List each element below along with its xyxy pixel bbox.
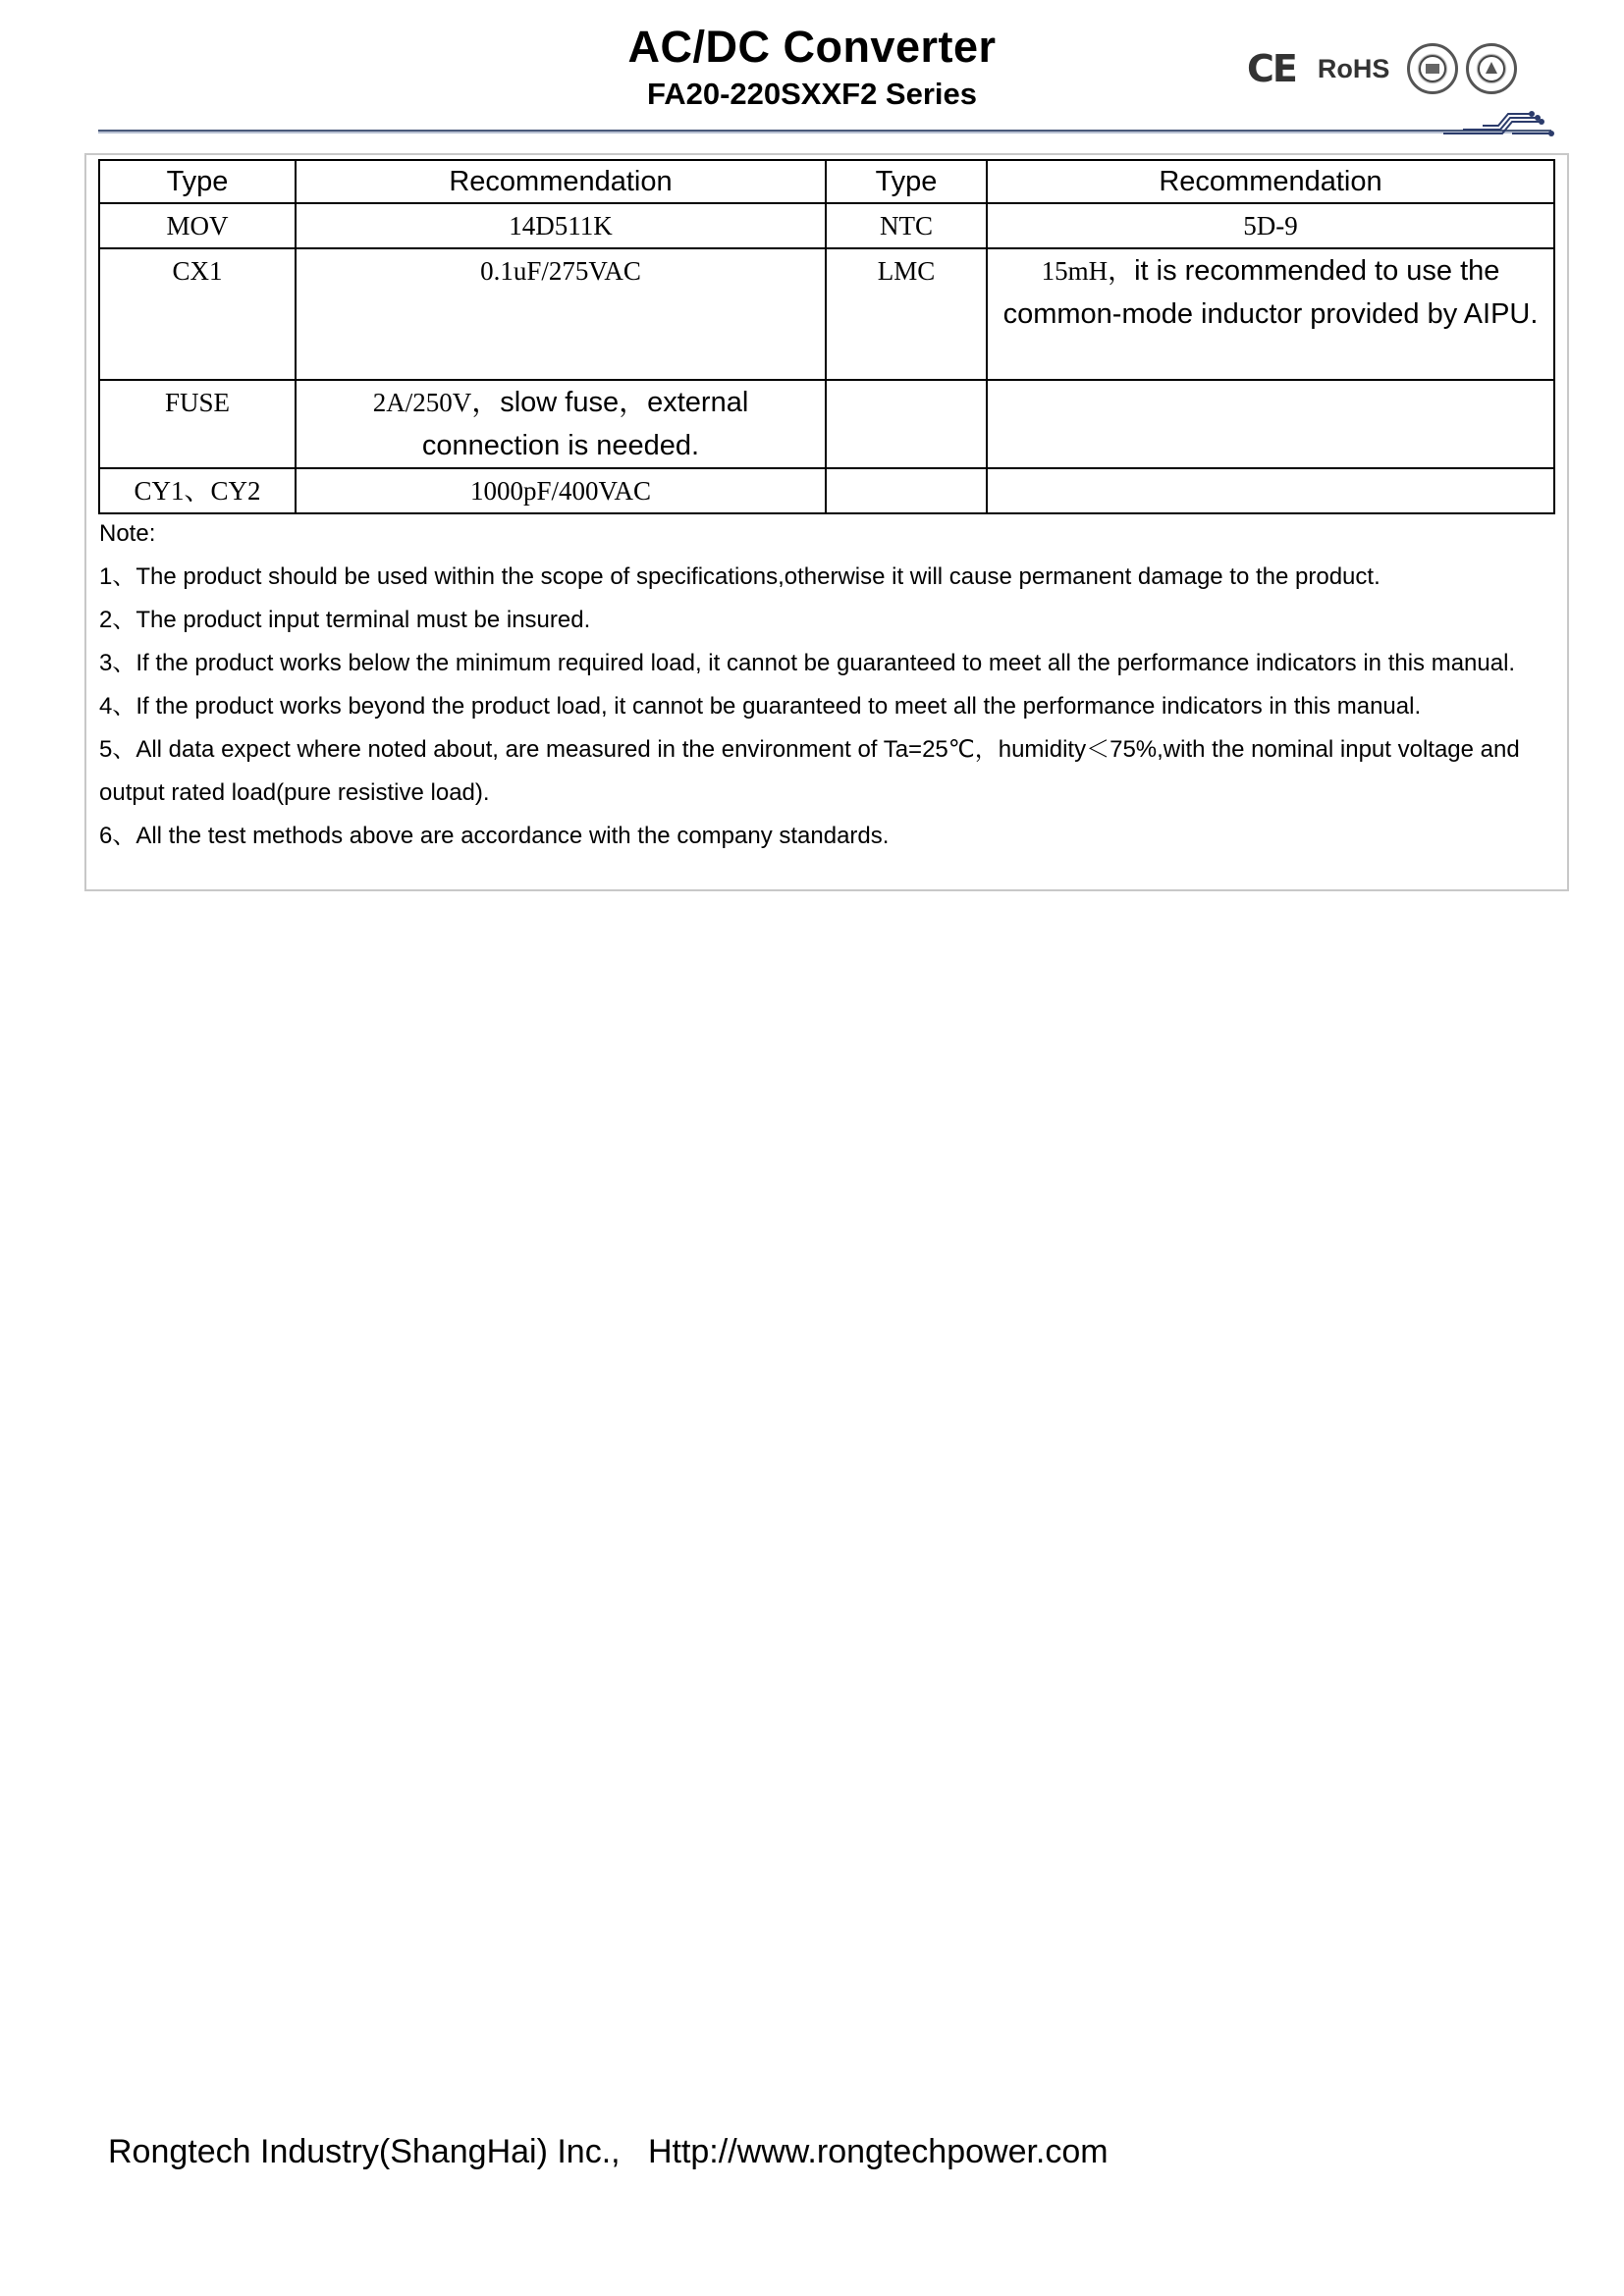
page-title: AC/DC Converter bbox=[627, 22, 997, 72]
cell-type: CY1、CY2 bbox=[99, 468, 296, 513]
cell-empty bbox=[826, 468, 987, 513]
note-item: 4、If the product works beyond the product load, it cannot be guaranteed to meet all the performance indicators in this manual. bbox=[99, 693, 1422, 720]
cell-recommendation bbox=[987, 248, 1554, 380]
table-row bbox=[99, 203, 1554, 248]
notes-heading: Note: bbox=[99, 520, 156, 547]
cell-type: MOV bbox=[99, 203, 296, 248]
rohs-mark-icon: RoHS bbox=[1317, 53, 1390, 83]
cell-type: FUSE bbox=[99, 380, 296, 468]
note-item: 1、The product should be used within the scope of specifications,otherwise it will cause permanent damage to the product. bbox=[99, 563, 1380, 590]
lmc-value: 15mH， bbox=[1041, 256, 1135, 286]
cell-type: NTC bbox=[826, 203, 987, 248]
lmc-text: it is recommended to use the common-mode inductor provided by AIPU. bbox=[1002, 255, 1539, 330]
note-item: 2、The product input terminal must be insured. bbox=[99, 607, 591, 633]
series-subtitle: FA20-220SXXF2 Series bbox=[646, 77, 978, 111]
cell-empty bbox=[987, 468, 1554, 513]
cell-recommendation bbox=[296, 380, 826, 468]
note-item: 3、If the product works below the minimum required load, it cannot be guaranteed to meet all the performance indicators in this manual. bbox=[99, 650, 1516, 676]
note-item: 6、All the test methods above are accordance with the company standards. bbox=[99, 823, 890, 849]
iso9001-badge-icon bbox=[1407, 43, 1458, 94]
cell-type: CX1 bbox=[99, 248, 296, 380]
footer-url-link[interactable]: Http://www.rongtechpower.com bbox=[647, 2133, 1109, 2170]
cell-recommendation: 0.1uF/275VAC bbox=[296, 248, 826, 380]
header-type: Type bbox=[99, 160, 296, 203]
table-row bbox=[99, 468, 1554, 513]
table-row bbox=[99, 248, 1554, 380]
ce-mark-icon: CE bbox=[1247, 47, 1296, 90]
cell-recommendation: 14D511K bbox=[296, 203, 826, 248]
fuse-text: ，slow fuse，external connection is needed. bbox=[421, 387, 749, 461]
header-rule bbox=[98, 130, 1551, 133]
table-header-row bbox=[99, 160, 1554, 203]
header-recommendation: Recommendation bbox=[296, 160, 826, 203]
note-item: 5、All data expect where noted about, are measured in the environment of Ta=25℃，humidity＜75%,with the nominal input voltage and output rated load(pure resistive load). bbox=[99, 736, 1520, 806]
recommendation-table bbox=[98, 159, 1555, 514]
footer-company: Rongtech Industry(ShangHai) Inc., bbox=[108, 2133, 621, 2170]
circuit-ornament-icon bbox=[1443, 108, 1561, 143]
cell-recommendation: 5D-9 bbox=[987, 203, 1554, 248]
quality-badge-icon bbox=[1466, 43, 1517, 94]
page-footer bbox=[108, 2132, 1109, 2171]
fuse-value: 2A/250V bbox=[372, 388, 472, 417]
header-recommendation: Recommendation bbox=[987, 160, 1554, 203]
cell-empty bbox=[987, 380, 1554, 468]
cell-empty bbox=[826, 380, 987, 468]
header-type: Type bbox=[826, 160, 987, 203]
cell-type: LMC bbox=[826, 248, 987, 380]
cell-recommendation: 1000pF/400VAC bbox=[296, 468, 826, 513]
notes-section bbox=[99, 512, 1562, 858]
certification-logos bbox=[1247, 39, 1525, 98]
table-row bbox=[99, 380, 1554, 468]
